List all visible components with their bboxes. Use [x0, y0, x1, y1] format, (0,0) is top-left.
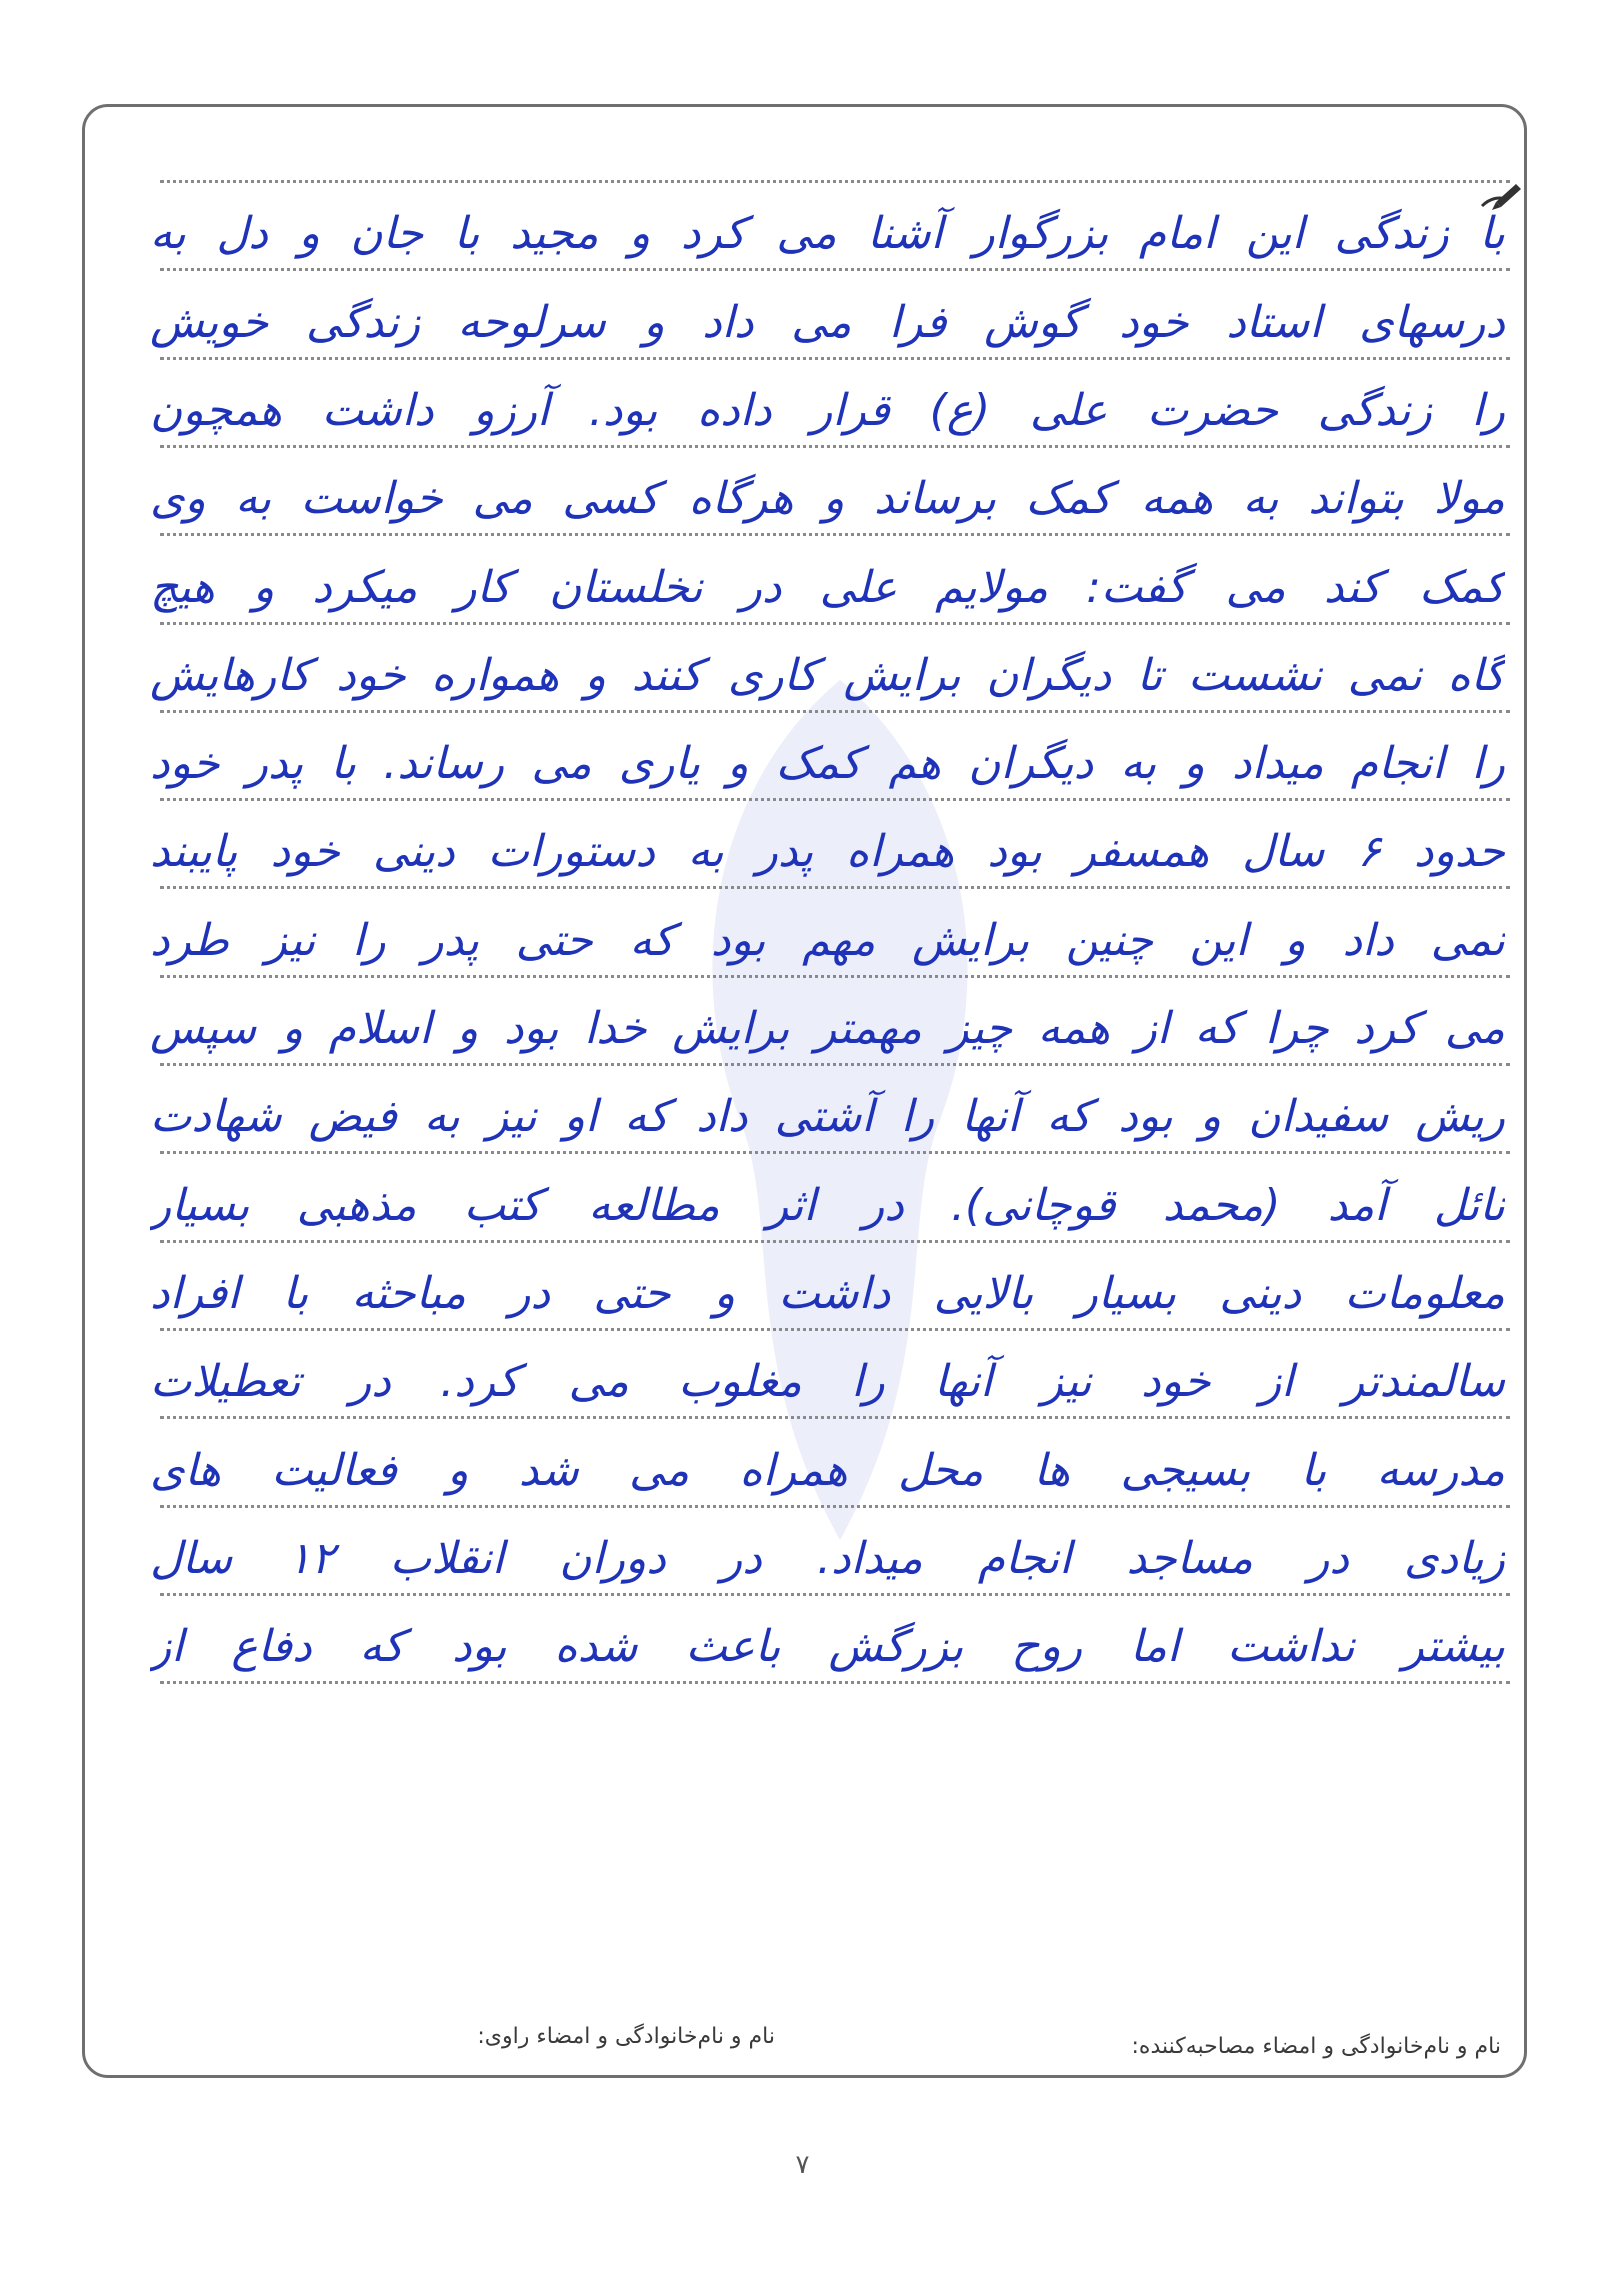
handwritten-line: می کرد چرا که از همه چیز مهمتر برایش خدا بود و اسلام و سپس	[150, 1003, 1505, 1054]
handwritten-line: با زندگی این امام بزرگوار آشنا می کرد و مجید با جان و دل به	[150, 208, 1505, 260]
handwritten-line: زیادی در مساجد انجام میداد. در دوران انقلاب ۱۲ سال	[150, 1532, 1505, 1584]
narrator-signature-label: نام و نام‌خانوادگی و امضاء راوی:	[477, 2024, 775, 2049]
rule-line	[160, 445, 1510, 448]
rule-line	[160, 1063, 1510, 1066]
handwritten-line: سالمندتر از خود نیز آنها را مغلوب می کرد. در تعطیلات	[150, 1356, 1505, 1408]
handwritten-line: گاه نمی نشست تا دیگران برایش کاری کنند و همواره خود کارهایش	[150, 649, 1505, 701]
rule-line	[160, 533, 1510, 536]
rule-line	[160, 710, 1510, 713]
rule-line	[160, 1505, 1510, 1508]
rule-line	[160, 1681, 1510, 1684]
handwritten-line: حدود ۶ سال همسفر بود همراه پدر به دستورات دینی خود پایبند	[150, 826, 1505, 878]
rule-line	[160, 886, 1510, 889]
handwritten-line: کمک کند می گفت: مولایم علی در نخلستان کار میکرد و هیچ	[150, 561, 1505, 613]
handwritten-line: نائل آمد (محمد قوچانی). در اثر مطالعه کتب مذهبی بسیار	[150, 1179, 1505, 1231]
handwritten-line: بیشتر نداشت اما روح بزرگش باعث شده بود که دفاع از	[150, 1621, 1505, 1673]
rule-line	[160, 798, 1510, 801]
interviewer-signature-label: نام و نام‌خانوادگی و امضاء مصاحبه‌کننده:	[1131, 2034, 1501, 2059]
rule-line	[160, 1151, 1510, 1154]
rule-line	[160, 1328, 1510, 1331]
handwritten-line: درسهای استاد خود گوش فرا می داد و سرلوحه زندگی خویش	[150, 296, 1505, 348]
rule-line	[160, 268, 1510, 271]
rule-line	[160, 1240, 1510, 1243]
handwritten-line: را زندگی حضرت علی (ع) قرار داده بود. آرزو داشت همچون	[150, 384, 1505, 436]
rule-line	[160, 1593, 1510, 1596]
rule-line	[160, 1416, 1510, 1419]
handwritten-line: مدرسه با بسیجی ها محل همراه می شد و فعالیت های	[150, 1444, 1505, 1496]
rule-line	[160, 975, 1510, 978]
handwritten-line: را انجام میداد و به دیگران هم کمک و یاری می رساند. با پدر خود	[150, 738, 1505, 790]
handwritten-line: نمی داد و این چنین برایش مهم بود که حتی پدر را نیز طرد	[150, 914, 1505, 966]
page-number: ۷	[795, 2150, 810, 2180]
handwritten-line: معلومات دینی بسیار بالایی داشت و حتی در مباحثه با افراد	[150, 1267, 1505, 1319]
handwritten-line: مولا بتواند به همه کمک برساند و هرگاه کسی می خواست به وی	[150, 473, 1505, 525]
rule-line	[160, 622, 1510, 625]
handwritten-line: ریش سفیدان و بود که آنها را آشتی داد که او نیز به فیض شهادت	[150, 1091, 1505, 1143]
rule-line	[160, 357, 1510, 360]
rule-line	[160, 180, 1510, 183]
